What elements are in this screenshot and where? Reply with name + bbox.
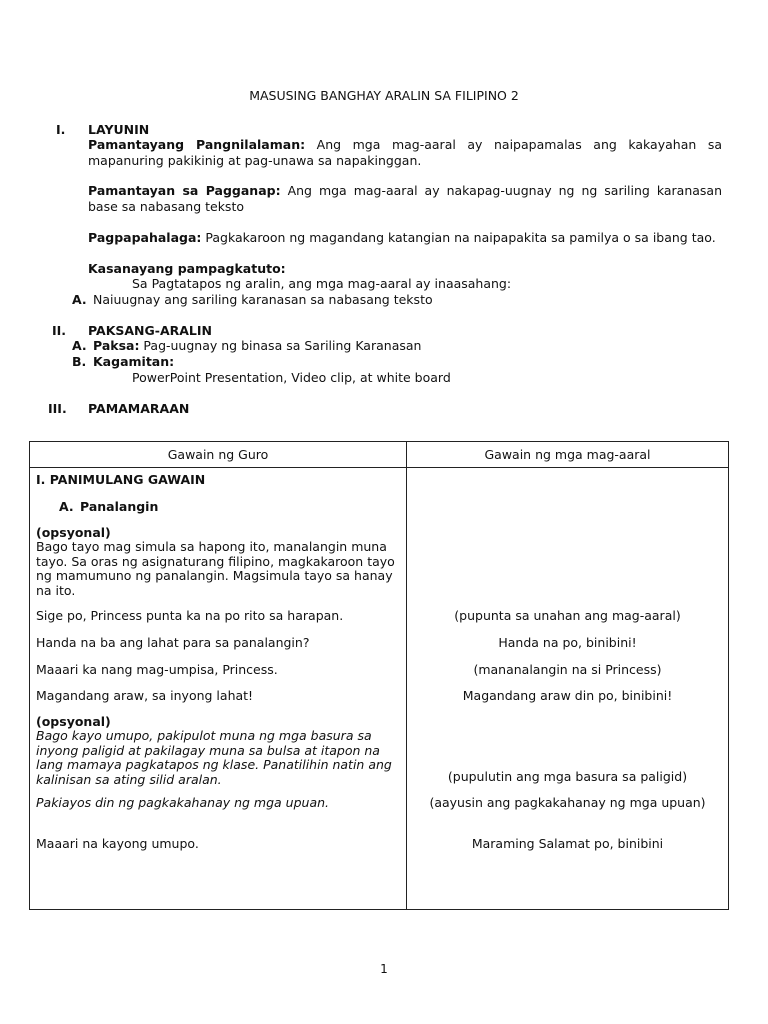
activity-table — [29, 441, 729, 910]
topic-label: Paksa: — [93, 338, 140, 353]
teacher-line-3: Maaari ka nang mag-umpisa, Princess. — [36, 662, 278, 677]
table-optional-2: (opsyonal) — [36, 714, 111, 729]
teacher-line-4: Magandang araw, sa inyong lahat! — [36, 688, 254, 703]
teacher-line-6: Maaari na kayong umupo. — [36, 836, 199, 851]
section-2-numeral: II. — [52, 323, 67, 338]
table-sub-heading: Panalangin — [80, 499, 159, 514]
table-cleanup-text: Bago kayo umupo, pakipulot muna ng mga basura sa inyong paligid at pakilagay muna sa bulsa at itapon na lang mamaya pagkatapos ng klase. Panatilihin natin ang kalinisan sa ating silid aralan. — [36, 728, 392, 787]
section-3-heading: PAMAMARAAN — [88, 401, 190, 416]
table-left-heading: I. PANIMULANG GAWAIN — [36, 472, 206, 487]
student-response-5: (pupulutin ang mga basura sa paligid) — [447, 769, 688, 784]
materials-label: Kagamitan: — [93, 354, 175, 369]
table-header-teacher: Gawain ng Guro — [167, 447, 269, 462]
performance-standard — [88, 183, 722, 215]
table-prayer-intro: Bago tayo mag simula sa hapong ito, manalangin muna tayo. Sa oras ng asignaturang filipino, magkakaroon tayo ng mamumuno ng panalangin. Magsimula tayo sa hanay na ito. — [36, 539, 395, 598]
materials-text: PowerPoint Presentation, Video clip, at white board — [132, 370, 451, 385]
objective-letter: A. — [72, 292, 87, 307]
values — [88, 230, 722, 246]
student-response-6: (aayusin ang pagkakahanay ng mga upuan) — [429, 795, 706, 810]
content-standard-label: Pamantayang Pangnilalaman: — [88, 137, 306, 152]
section-2-heading: PAKSANG-ARALIN — [88, 323, 213, 338]
content-standard-text: Ang mga mag-aaral ay naipapamalas ang kakayahan sa mapanuring pakikinig at pag-unawa sa napakinggan. — [88, 137, 723, 168]
table-sub-letter: A. — [59, 499, 74, 514]
student-response-1: (pupunta sa unahan ang mag-aaral) — [454, 608, 681, 623]
teacher-line-5: Pakiayos din ng pagkakahanay ng mga upuan. — [36, 795, 330, 810]
topic — [93, 338, 421, 353]
competency-label: Kasanayang pampagkatuto: — [88, 261, 286, 276]
topic-letter: A. — [72, 338, 87, 353]
content-standard — [88, 137, 722, 169]
performance-standard-label: Pamantayan sa Pagganap: — [88, 183, 281, 198]
table-header-students: Gawain ng mga mag-aaral — [484, 447, 651, 462]
table-header-divider — [30, 467, 728, 468]
student-response-4: Magandang araw din po, binibini! — [462, 688, 673, 703]
teacher-line-1: Sige po, Princess punta ka na po rito sa harapan. — [36, 608, 344, 623]
table-optional-1: (opsyonal) — [36, 525, 111, 540]
values-text: Pagkakaroon ng magandang katangian na naipapakita sa pamilya o sa ibang tao. — [201, 230, 716, 245]
student-response-3: (mananalangin na si Princess) — [473, 662, 662, 677]
page-number: 1 — [380, 962, 388, 976]
section-3-numeral: III. — [48, 401, 67, 416]
teacher-line-2: Handa na ba ang lahat para sa panalangin? — [36, 635, 310, 650]
student-response-2: Handa na po, binibini! — [498, 635, 637, 650]
section-1-numeral: I. — [56, 122, 66, 137]
student-response-7: Maraming Salamat po, binibini — [471, 836, 664, 851]
performance-standard-text: Ang mga mag-aaral ay nakapag-uugnay ng ng sariling karanasan base sa nabasang teksto — [88, 183, 722, 214]
competency-sub: Sa Pagtatapos ng aralin, ang mga mag-aaral ay inaasahang: — [132, 276, 512, 291]
materials-letter: B. — [72, 354, 87, 369]
values-label: Pagpapahalaga: — [88, 230, 202, 245]
section-1-heading: LAYUNIN — [88, 122, 150, 137]
document-title: MASUSING BANGHAY ARALIN SA FILIPINO 2 — [249, 88, 519, 103]
objective-text: Naiuugnay ang sariling karanasan sa nabasang teksto — [93, 292, 433, 307]
topic-text: Pag-uugnay ng binasa sa Sariling Karanasan — [139, 338, 422, 353]
